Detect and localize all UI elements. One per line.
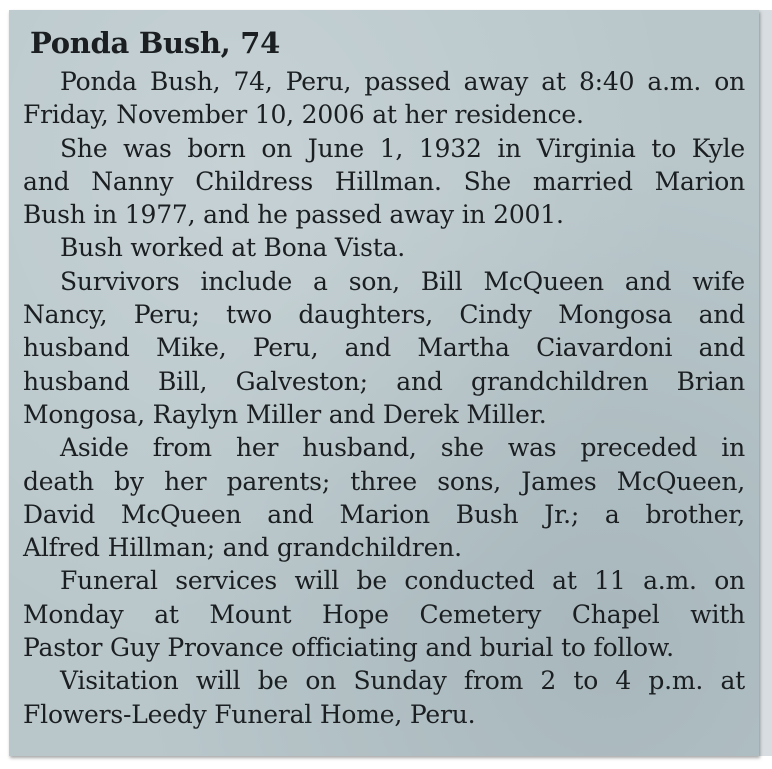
text-line: Funeral services will be conducted at 11 a.m. on (60, 566, 745, 596)
text-line: Monday at Mount Hope Cemetery Chapel with (23, 599, 745, 629)
obituary-body (23, 65, 745, 731)
text-line: Friday, November 10, 2006 at her residence. (23, 100, 584, 130)
text-line: and Nanny Childress Hillman. She married Marion (23, 166, 745, 196)
obituary-headline: Ponda Bush, 74 (30, 26, 280, 60)
paragraph-death-notice (23, 65, 745, 132)
text-line: husband Mike, Peru, and Martha Ciavardoni and (23, 333, 745, 363)
text-line: Survivors include a son, Bill McQueen and wife (60, 266, 745, 296)
text-line: Pastor Guy Provance officiating and burial to follow. (23, 633, 674, 663)
text-line: Bush in 1977, and he passed away in 2001. (23, 200, 564, 230)
text-line: Ponda Bush, 74, Peru, passed away at 8:40 a.m. on (60, 67, 745, 96)
text-line: David McQueen and Marion Bush Jr.; a brother, (23, 499, 745, 529)
text-line: Mongosa, Raylyn Miller and Derek Miller. (23, 399, 547, 429)
text-line: Bush worked at Bona Vista. (60, 233, 406, 263)
text-line: She was born on June 1, 1932 in Virginia to Kyle (60, 133, 745, 163)
paragraph-employment (23, 231, 745, 264)
text-line: husband Bill, Galveston; and grandchildren Brian (23, 366, 745, 396)
newspaper-clipping (9, 10, 759, 756)
text-line: death by her parents; three sons, James McQueen, (23, 466, 745, 496)
paragraph-visitation (23, 664, 745, 731)
adjacent-page-edge (759, 10, 772, 756)
paragraph-survivors (23, 265, 745, 431)
paragraph-preceded-in-death (23, 431, 745, 564)
paragraph-funeral-services (23, 564, 745, 664)
text-line: Alfred Hillman; and grandchildren. (23, 533, 462, 563)
text-line: Flowers-Leedy Funeral Home, Peru. (23, 699, 476, 729)
text-line: Visitation will be on Sunday from 2 to 4 p.m. at (60, 666, 745, 696)
text-line: Nancy, Peru; two daughters, Cindy Mongosa and (23, 300, 745, 330)
paragraph-birth-marriage (23, 132, 745, 232)
text-line: Aside from her husband, she was preceded in (60, 433, 745, 463)
